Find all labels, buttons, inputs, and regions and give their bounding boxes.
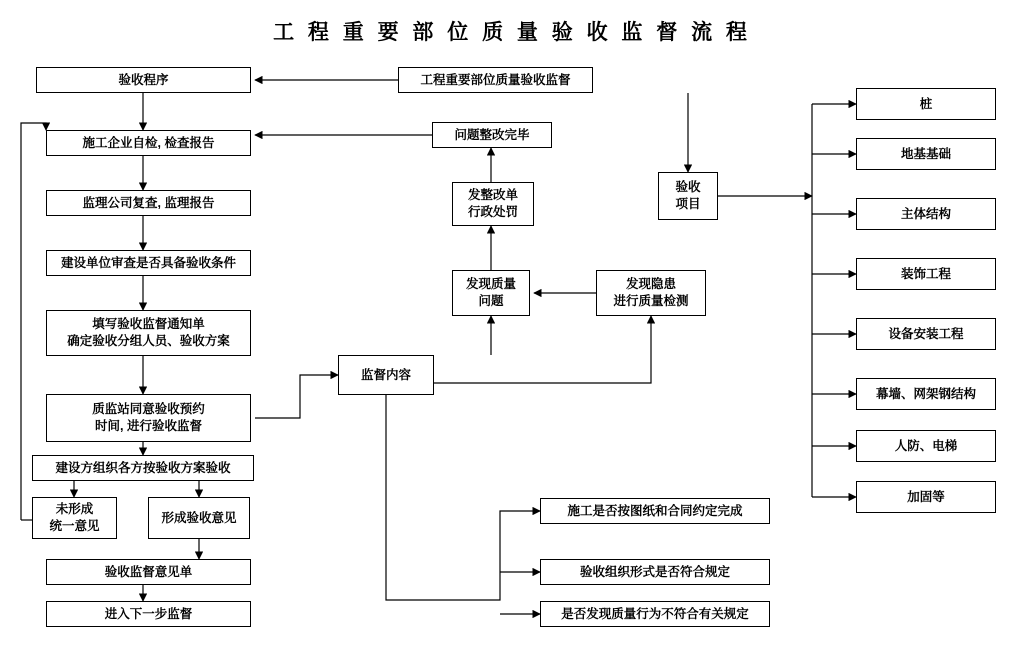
edge-content-to-chk1 [386,395,540,600]
node-label: 装饰工程 [900,266,951,281]
node-label: 施工是否按图纸和合同约定完成 [567,503,743,518]
node-check-quality-violation[interactable] [540,601,770,627]
node-label: 填写验收监督通知单 [92,317,205,332]
node-self-inspection[interactable] [46,130,251,156]
node-item-foundation[interactable] [856,138,996,170]
node-label: 建设单位审查是否具备验收条件 [60,255,236,270]
node-item-pile[interactable] [856,88,996,120]
node-label: 地基基础 [900,146,951,161]
node-label: 工程重要部位质量验收监督 [420,72,571,87]
node-station-booking[interactable] [46,394,251,442]
node-supervision-title[interactable] [398,67,593,93]
node-item-decoration[interactable] [856,258,996,290]
node-label: 设备安装工程 [888,326,964,341]
node-rectification-order[interactable] [452,182,534,226]
node-label: 人防、电梯 [894,438,958,453]
node-label: 质监站同意验收预约 [92,402,205,417]
node-label: 未形成 [55,502,94,517]
node-label: 问题整改完毕 [454,127,530,142]
node-label: 是否发现质量行为不符合有关规定 [561,606,749,621]
node-label: 加固等 [907,489,945,504]
node-check-drawings-contract[interactable] [540,498,770,524]
node-label: 形成验收意见 [161,510,237,525]
node-rectification-complete[interactable] [432,122,552,148]
node-label: 发现隐患 [625,277,676,292]
node-item-reinforcement[interactable] [856,481,996,513]
node-item-civil-defense-elevator[interactable] [856,430,996,462]
node-owner-condition-review[interactable] [46,250,251,276]
node-label: 统一意见 [49,519,100,533]
node-label: 验收组织形式是否符合规定 [579,564,730,579]
node-label: 监理公司复查, 监理报告 [82,195,215,210]
node-quality-problem-found[interactable] [452,270,530,316]
node-group-acceptance[interactable] [32,455,254,481]
edge-content-to-hidden [434,316,651,383]
node-label: 施工企业自检, 检查报告 [82,135,215,150]
node-label: 建设方组织各方按验收方案验收 [55,460,231,475]
node-item-curtain-wall[interactable] [856,378,996,410]
node-label: 发现质量 [465,277,516,292]
node-label: 时间, 进行验收监督 [95,419,202,433]
node-enter-next-supervision[interactable] [46,601,251,627]
node-no-unanimous-opinion[interactable] [32,497,117,539]
node-label: 验收监督意见单 [104,564,193,579]
node-supervision-company-review[interactable] [46,190,251,216]
node-fill-notice[interactable] [46,310,251,356]
node-hidden-danger-found[interactable] [596,270,706,316]
node-label: 发整改单 [467,188,518,203]
node-label: 主体结构 [900,206,951,221]
node-acceptance-items[interactable] [658,172,718,220]
node-item-main-structure[interactable] [856,198,996,230]
node-label: 桩 [919,96,933,111]
node-supervision-opinion-sheet[interactable] [46,559,251,585]
node-check-organization-form[interactable] [540,559,770,585]
node-label: 监督内容 [360,367,411,382]
node-label: 进行质量检测 [613,294,689,308]
node-label: 确定验收分组人员、验收方案 [67,334,230,348]
node-label: 进入下一步监督 [104,606,193,621]
node-label: 幕墙、网架钢结构 [875,386,976,401]
node-label: 行政处罚 [467,205,518,219]
edge-station-to-content [255,375,338,418]
node-acceptance-opinion-formed[interactable] [148,497,250,539]
node-acceptance-procedure[interactable] [36,67,251,93]
page-title: 工 程 重 要 部 位 质 量 验 收 监 督 流 程 [273,21,751,44]
node-label: 问题 [478,294,504,308]
node-label: 验收 [675,180,701,195]
node-label: 项目 [675,197,701,211]
node-supervision-content[interactable] [338,355,434,395]
node-label: 验收程序 [118,72,169,87]
node-item-equipment-install[interactable] [856,318,996,350]
